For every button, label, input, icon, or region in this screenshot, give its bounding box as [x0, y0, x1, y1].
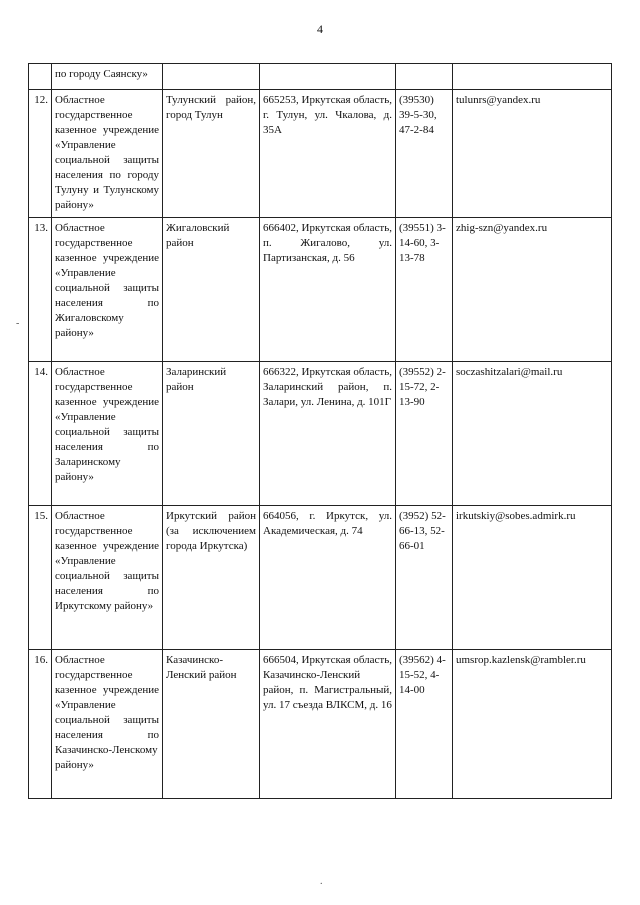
cell-address: 665253, Иркутская область, г. Тулун, ул. Чкалова, д. 35А [260, 90, 396, 218]
cell-address: 666402, Иркутская область, п. Жигалово, ул. Партизанская, д. 56 [260, 218, 396, 362]
table-row [29, 650, 612, 799]
cell-phone: (39562) 4-15-52, 4-14-00 [396, 650, 453, 799]
cell-address: 666504, Иркутская область, Казачинско-Ленский район, п. Магистральный, ул. 17 съезда ВЛКСМ, д. 16 [260, 650, 396, 799]
cell-num: 15. [29, 506, 52, 650]
cell-org-name: по городу Саянску» [52, 64, 163, 90]
cell-phone: (3952) 52-66-13, 52-66-01 [396, 506, 453, 650]
cell-address: 666322, Иркутская область, Заларинский район, п. Залари, ул. Ленина, д. 101Г [260, 362, 396, 506]
cell-area [163, 64, 260, 90]
cell-org-name: Областное государственное казенное учреждение «Управление социальной защиты населения по Казачинско-Ленскому району» [52, 650, 163, 799]
cell-num: 16. [29, 650, 52, 799]
cell-org-name: Областное государственное казенное учреждение «Управление социальной защиты населения по Заларинскому району» [52, 362, 163, 506]
cell-org-name: Областное государственное казенное учреждение «Управление социальной защиты населения по Иркутскому району» [52, 506, 163, 650]
table-row-continuation [29, 64, 612, 90]
cell-org-name: Областное государственное казенное учреждение «Управление социальной защиты населения по Жигаловскому району» [52, 218, 163, 362]
cell-phone [396, 64, 453, 90]
cell-area: Казачинско-Ленский район [163, 650, 260, 799]
organizations-table [28, 63, 612, 799]
page-number: 4 [317, 22, 323, 36]
scan-mark: - [16, 318, 20, 329]
cell-num: 13. [29, 218, 52, 362]
cell-phone: (39530) 39-5-30, 47-2-84 [396, 90, 453, 218]
cell-num [29, 64, 52, 90]
cell-num: 12. [29, 90, 52, 218]
cell-address: 664056, г. Иркутск, ул. Академическая, д. 74 [260, 506, 396, 650]
cell-area: Жигаловский район [163, 218, 260, 362]
cell-email: irkutskiy@sobes.admirk.ru [453, 506, 612, 650]
cell-email: soczashitzalari@mail.ru [453, 362, 612, 506]
cell-address [260, 64, 396, 90]
cell-num: 14. [29, 362, 52, 506]
cell-email: umsrop.kazlensk@rambler.ru [453, 650, 612, 799]
cell-email: zhig-szn@yandex.ru [453, 218, 612, 362]
cell-area: Заларинский район [163, 362, 260, 506]
cell-area: Тулунский район, город Тулун [163, 90, 260, 218]
table-row [29, 90, 612, 218]
cell-area: Иркутский район (за исключением города Иркутска) [163, 506, 260, 650]
cell-phone: (39551) 3-14-60, 3-13-78 [396, 218, 453, 362]
table-row [29, 218, 612, 362]
table-row [29, 506, 612, 650]
scan-mark: . [320, 876, 323, 887]
cell-org-name: Областное государственное казенное учреждение «Управление социальной защиты населения по городу Тулуну и Тулунскому району» [52, 90, 163, 218]
cell-email [453, 64, 612, 90]
cell-email: tulunrs@yandex.ru [453, 90, 612, 218]
cell-phone: (39552) 2-15-72, 2-13-90 [396, 362, 453, 506]
table-row [29, 362, 612, 506]
